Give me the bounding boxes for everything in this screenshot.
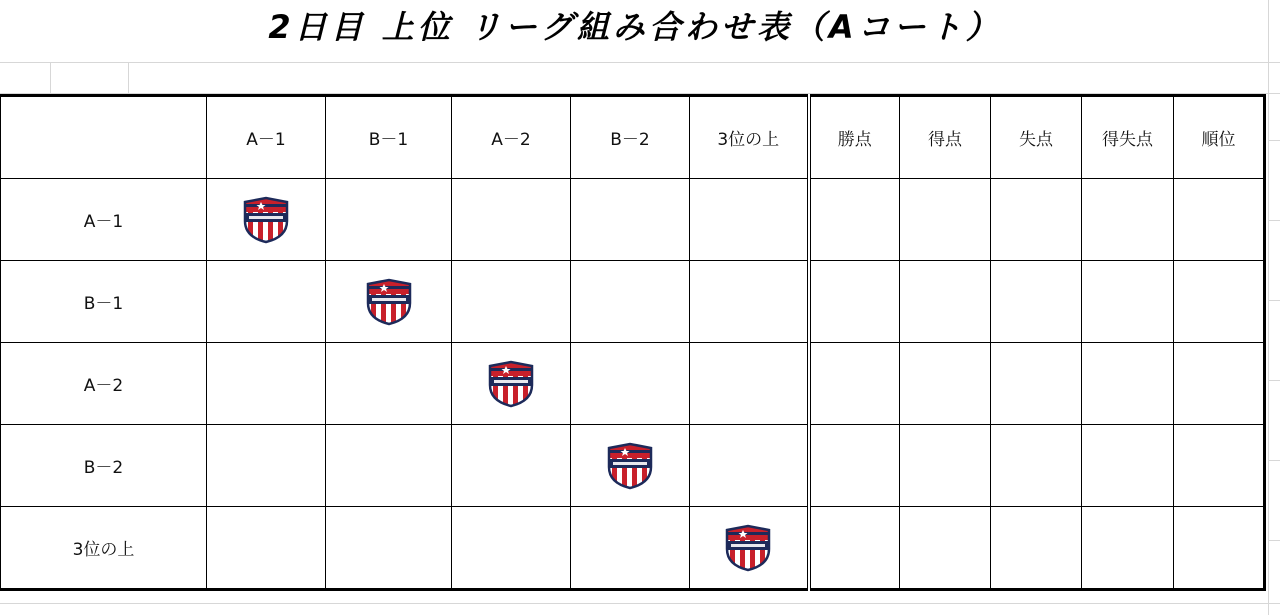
rank-cell[interactable] bbox=[1174, 261, 1265, 343]
goals-against-cell[interactable] bbox=[991, 179, 1082, 261]
points-cell[interactable] bbox=[809, 425, 900, 507]
diagonal-cell bbox=[452, 343, 571, 425]
match-cell[interactable] bbox=[690, 261, 809, 343]
match-cell[interactable] bbox=[326, 343, 452, 425]
team-emblem-icon bbox=[604, 441, 656, 491]
sheet-gridline bbox=[1268, 460, 1280, 461]
goals-for-cell[interactable] bbox=[900, 179, 991, 261]
points-cell[interactable] bbox=[809, 261, 900, 343]
goals-against-cell[interactable] bbox=[991, 507, 1082, 590]
goals-against-cell[interactable] bbox=[991, 261, 1082, 343]
goals-for-cell[interactable] bbox=[900, 425, 991, 507]
sheet-gridline bbox=[0, 62, 1280, 63]
column-header: A－2 bbox=[452, 96, 571, 179]
table-row bbox=[0, 343, 1265, 425]
goals-for-cell[interactable] bbox=[900, 343, 991, 425]
rank-cell[interactable] bbox=[1174, 343, 1265, 425]
match-cell[interactable] bbox=[207, 343, 326, 425]
rank-cell[interactable] bbox=[1174, 179, 1265, 261]
match-cell[interactable] bbox=[207, 507, 326, 590]
goal-difference-cell[interactable] bbox=[1082, 261, 1174, 343]
points-cell[interactable] bbox=[809, 507, 900, 590]
team-emblem-icon bbox=[363, 277, 415, 327]
column-header: 得点 bbox=[900, 96, 991, 179]
match-cell[interactable] bbox=[326, 179, 452, 261]
goals-against-cell[interactable] bbox=[991, 343, 1082, 425]
page-title: 2日目 上位 リーグ組み合わせ表（Aコート） bbox=[268, 8, 1002, 46]
sheet-gridline bbox=[1268, 220, 1280, 221]
table-row bbox=[0, 179, 1265, 261]
match-cell[interactable] bbox=[690, 425, 809, 507]
diagonal-cell bbox=[207, 179, 326, 261]
sheet-gridline bbox=[128, 62, 129, 93]
sheet-gridline bbox=[1268, 140, 1280, 141]
row-header: A－2 bbox=[0, 343, 207, 425]
match-cell[interactable] bbox=[452, 507, 571, 590]
sheet-gridline bbox=[1268, 300, 1280, 301]
corner-cell bbox=[0, 96, 207, 179]
rank-cell[interactable] bbox=[1174, 507, 1265, 590]
match-cell[interactable] bbox=[690, 179, 809, 261]
goals-for-cell[interactable] bbox=[900, 507, 991, 590]
match-cell[interactable] bbox=[326, 507, 452, 590]
match-cell[interactable] bbox=[452, 179, 571, 261]
goal-difference-cell[interactable] bbox=[1082, 425, 1174, 507]
match-cell[interactable] bbox=[452, 425, 571, 507]
row-header: A－1 bbox=[0, 179, 207, 261]
goals-for-cell[interactable] bbox=[900, 261, 991, 343]
goal-difference-cell[interactable] bbox=[1082, 343, 1174, 425]
diagonal-cell bbox=[326, 261, 452, 343]
rank-cell[interactable] bbox=[1174, 425, 1265, 507]
goal-difference-cell[interactable] bbox=[1082, 179, 1174, 261]
sheet-gridline bbox=[0, 603, 1280, 604]
header-row bbox=[0, 96, 1265, 179]
match-cell[interactable] bbox=[207, 425, 326, 507]
column-header: A－1 bbox=[207, 96, 326, 179]
column-header: 失点 bbox=[991, 96, 1082, 179]
points-cell[interactable] bbox=[809, 343, 900, 425]
row-header: B－1 bbox=[0, 261, 207, 343]
diagonal-cell bbox=[690, 507, 809, 590]
points-cell[interactable] bbox=[809, 179, 900, 261]
table-row bbox=[0, 425, 1265, 507]
match-cell[interactable] bbox=[571, 179, 690, 261]
table-row bbox=[0, 261, 1265, 343]
league-table bbox=[0, 94, 1266, 591]
column-header: 得失点 bbox=[1082, 96, 1174, 179]
match-cell[interactable] bbox=[690, 343, 809, 425]
row-header: B－2 bbox=[0, 425, 207, 507]
column-header: 勝点 bbox=[809, 96, 900, 179]
column-header: B－2 bbox=[571, 96, 690, 179]
diagonal-cell bbox=[571, 425, 690, 507]
team-emblem-icon bbox=[722, 523, 774, 573]
column-header: 3位の上 bbox=[690, 96, 809, 179]
match-cell[interactable] bbox=[452, 261, 571, 343]
sheet-gridline bbox=[1268, 0, 1269, 615]
team-emblem-icon bbox=[240, 195, 292, 245]
goal-difference-cell[interactable] bbox=[1082, 507, 1174, 590]
column-header: 順位 bbox=[1174, 96, 1265, 179]
match-cell[interactable] bbox=[207, 261, 326, 343]
match-cell[interactable] bbox=[571, 261, 690, 343]
goals-against-cell[interactable] bbox=[991, 425, 1082, 507]
table-row bbox=[0, 507, 1265, 590]
sheet-gridline bbox=[1268, 540, 1280, 541]
team-emblem-icon bbox=[485, 359, 537, 409]
column-header: B－1 bbox=[326, 96, 452, 179]
sheet-gridline bbox=[50, 62, 51, 93]
sheet-gridline bbox=[1268, 380, 1280, 381]
match-cell[interactable] bbox=[571, 507, 690, 590]
match-cell[interactable] bbox=[571, 343, 690, 425]
row-header: 3位の上 bbox=[0, 507, 207, 590]
match-cell[interactable] bbox=[326, 425, 452, 507]
